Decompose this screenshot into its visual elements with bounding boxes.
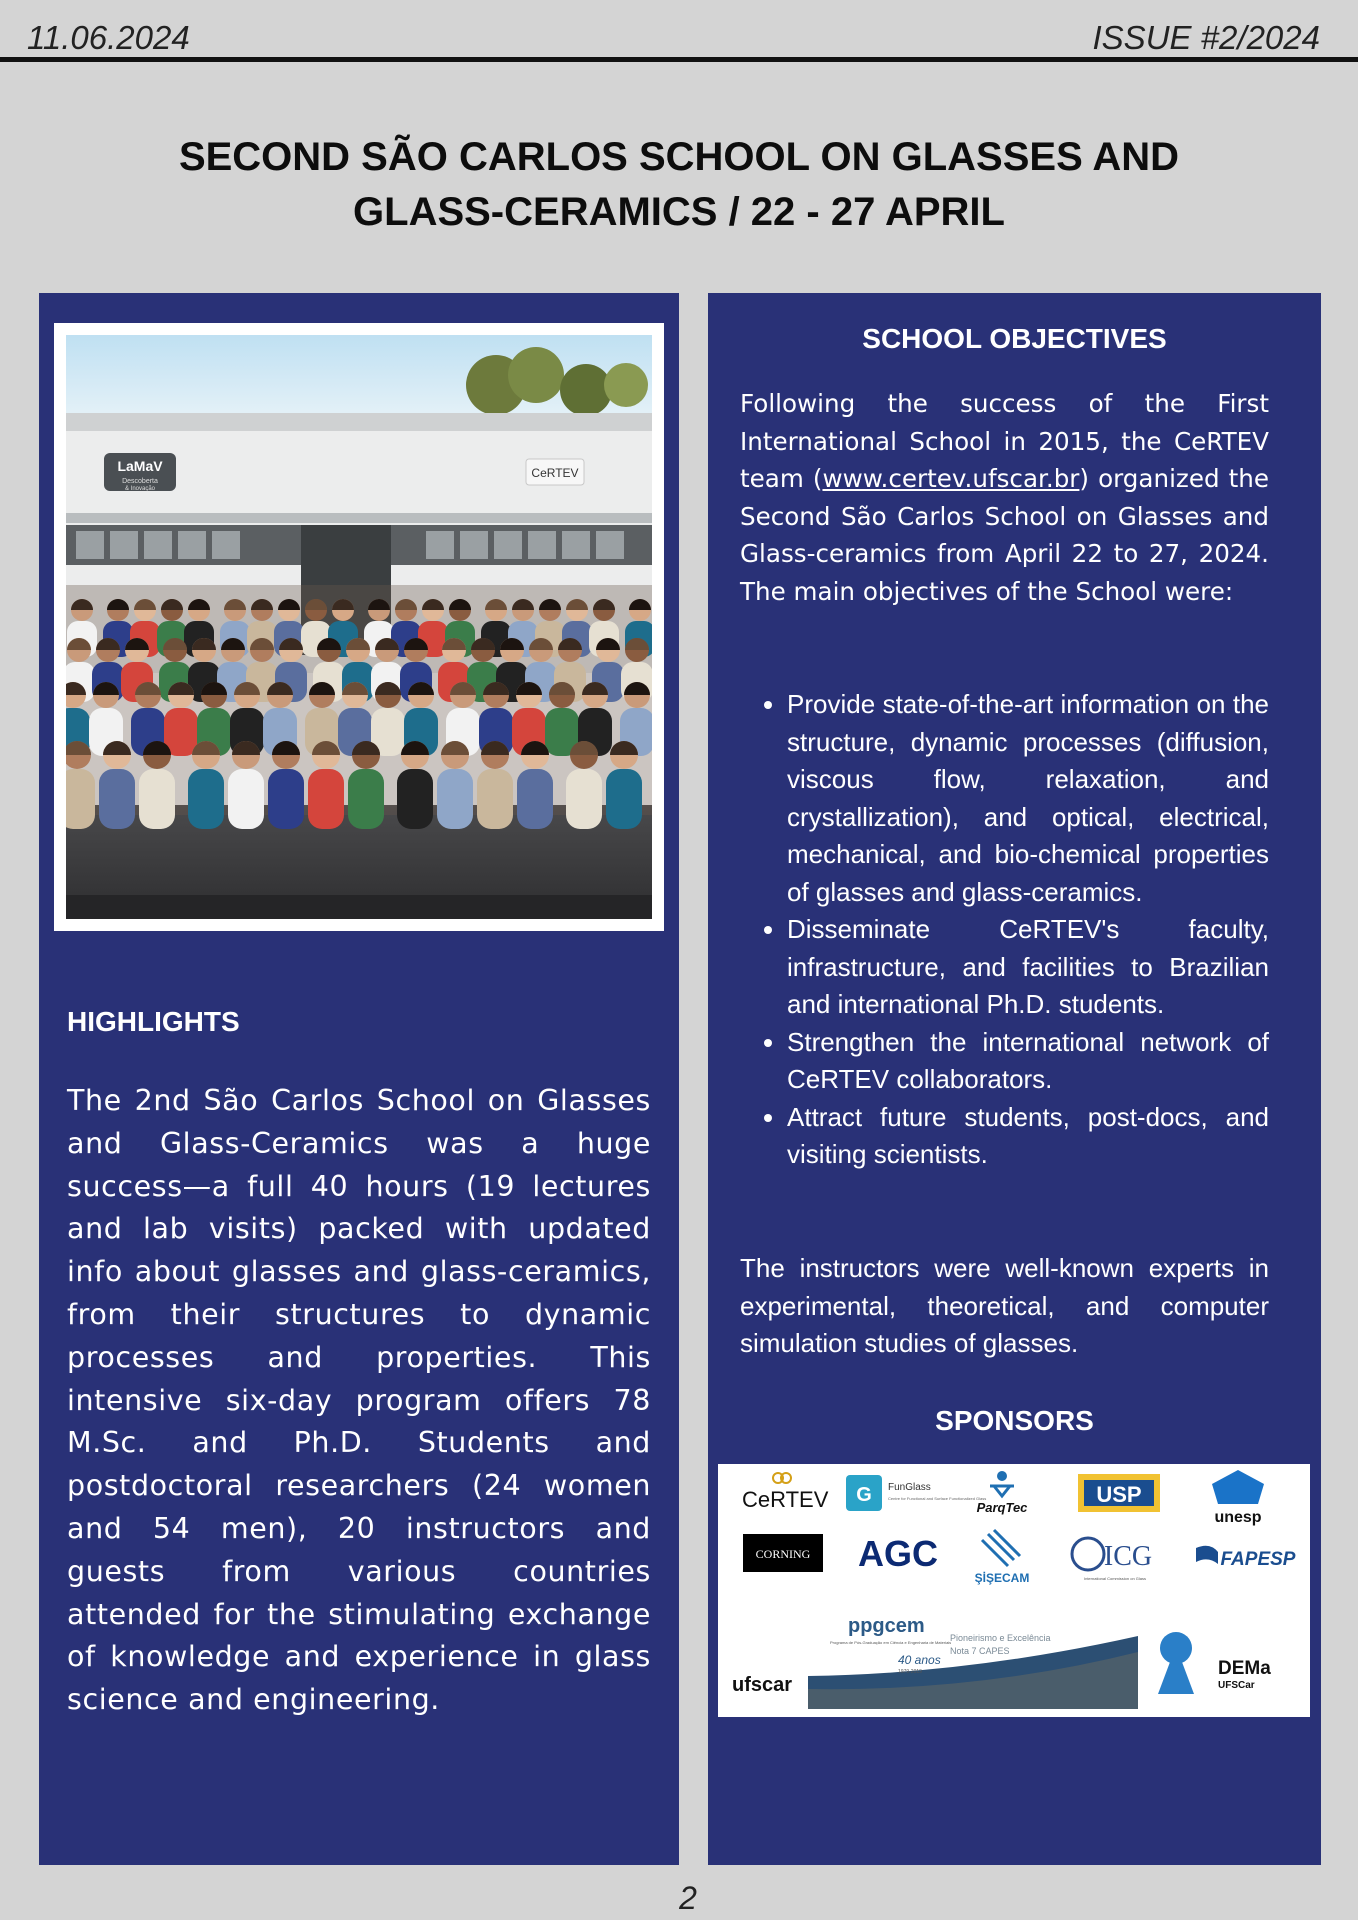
page-number: 2 bbox=[679, 1880, 697, 1916]
certev-logo bbox=[742, 1473, 829, 1512]
corning-logo bbox=[743, 1534, 823, 1572]
svg-text:G: G bbox=[856, 1484, 872, 1506]
ufscar-logo bbox=[732, 1674, 792, 1696]
parqtec-logo bbox=[977, 1471, 1029, 1515]
instructors-paragraph: The instructors were well-known experts in experimental, theoretical, and computer simulation studies of glasses. bbox=[740, 1253, 1269, 1358]
svg-text:ppgcem: ppgcem bbox=[848, 1615, 925, 1637]
person-body bbox=[268, 769, 304, 829]
svg-text:& Inovação: & Inovação bbox=[124, 486, 156, 492]
sponsors-logo-strip bbox=[718, 1464, 1310, 1717]
funglass-logo bbox=[846, 1475, 986, 1511]
issue-number: ISSUE #2/2024 bbox=[1092, 19, 1320, 56]
sponsors-heading: SPONSORS bbox=[935, 1405, 1094, 1436]
person-body bbox=[606, 769, 642, 829]
objectives-list bbox=[740, 686, 1269, 1174]
svg-text:FunGlass: FunGlass bbox=[888, 1482, 931, 1493]
person-body bbox=[228, 769, 264, 829]
svg-text:40 anos: 40 anos bbox=[898, 1653, 941, 1667]
dema-logo bbox=[1158, 1632, 1271, 1694]
header-rule bbox=[0, 57, 1358, 62]
objectives-intro: Following the success of the First International School in 2015, the CeRTEV team (www.certev.ufscar.br) organized the Second São Carlos School on Glasses and Glass-ceramics from April 22 to 27, 2024. The main objectives of the School were: bbox=[740, 389, 1269, 606]
svg-text:ŞİŞECAM: ŞİŞECAM bbox=[974, 1571, 1030, 1585]
certev-sign: CeRTEV bbox=[531, 466, 579, 480]
svg-text:Programa de Pós-Graduação em C: Programa de Pós-Graduação em Ciência e Engenharia de Materiais bbox=[830, 1640, 952, 1645]
person-body bbox=[477, 769, 513, 829]
objective-item: • Strengthen the international network of CeRTEV collaborators. bbox=[787, 1024, 1269, 1099]
svg-text:International Commission on Gl: International Commission on Glass bbox=[1083, 1576, 1147, 1581]
person-body bbox=[348, 769, 384, 829]
usp-logo bbox=[1078, 1474, 1160, 1512]
person-body bbox=[308, 769, 344, 829]
page-title bbox=[100, 130, 1258, 240]
highlights-panel bbox=[39, 293, 679, 1865]
svg-text:UFSCar: UFSCar bbox=[1218, 1680, 1255, 1691]
svg-text:Descoberta: Descoberta bbox=[122, 478, 158, 485]
agc-logo bbox=[858, 1533, 938, 1574]
unesp-logo bbox=[1212, 1470, 1264, 1526]
objective-item: • Attract future students, post-docs, and visiting scientists. bbox=[787, 1099, 1269, 1174]
icg-logo bbox=[1072, 1538, 1152, 1581]
issue-date: 11.06.2024 bbox=[27, 19, 190, 56]
highlights-heading: HIGHLIGHTS bbox=[67, 1006, 240, 1037]
highlights-body: The 2nd São Carlos School on Glasses and Glass-Ceramics was a huge success—a full 40 hours (19 lectures and lab visits) packed with updated info about glasses and glass-ceramics, from their structures to dynamic processes and properties. This intensive six-day program offers 78 M.Sc. and Ph.D. Students and postdoctoral researchers (24 women and 54 men), 20 instructors and guests from various countries attended for the stimulating exchange of knowledge and experience in glass science and engineering. bbox=[67, 1084, 651, 1717]
title-line-1: SECOND SÃO CARLOS SCHOOL ON GLASSES AND bbox=[178, 135, 1180, 179]
sisecam-logo bbox=[975, 1530, 1030, 1585]
fapesp-logo bbox=[1196, 1546, 1296, 1570]
svg-text:ParqTec: ParqTec bbox=[976, 1500, 1028, 1515]
person-body bbox=[66, 769, 95, 829]
objective-item: • Provide state-of-the-art information on the structure, dynamic processes (diffusion, viscous flow, relaxation, and crystallization), and optical, electrical, mechanical, and bio-chemical properties of glasses and glass-ceramics. bbox=[787, 686, 1269, 911]
svg-text:1979-2019: 1979-2019 bbox=[898, 1669, 922, 1675]
svg-text:CeRTEV: CeRTEV bbox=[742, 1487, 829, 1512]
svg-text:CORNING: CORNING bbox=[755, 1547, 811, 1561]
svg-text:FAPESP: FAPESP bbox=[1220, 1549, 1296, 1570]
svg-text:AGC: AGC bbox=[858, 1533, 938, 1574]
person-body bbox=[517, 769, 553, 829]
person-body bbox=[139, 769, 175, 829]
svg-text:unesp: unesp bbox=[1214, 1509, 1262, 1526]
person-body bbox=[99, 769, 135, 829]
ppgcem-banner bbox=[808, 1615, 1138, 1709]
svg-text:Nota 7 CAPES: Nota 7 CAPES bbox=[950, 1646, 1010, 1656]
person-body bbox=[437, 769, 473, 829]
group-photo-frame bbox=[54, 323, 664, 931]
svg-text:ICG: ICG bbox=[1103, 1541, 1153, 1572]
objective-item: • Disseminate CeRTEV's faculty, infrastructure, and facilities to Brazilian and international Ph.D. students. bbox=[787, 911, 1269, 1024]
svg-text:USP: USP bbox=[1096, 1482, 1142, 1507]
svg-text:Centre for Functional and Surf: Centre for Functional and Surface Functionalized Glass bbox=[888, 1496, 987, 1501]
lamav-sign: LaMaV bbox=[117, 458, 163, 474]
group-photo bbox=[66, 335, 652, 919]
svg-text:DEMa: DEMa bbox=[1218, 1658, 1271, 1679]
objectives-panel bbox=[708, 293, 1321, 1865]
title-line-2: GLASS-CERAMICS / 22 - 27 APRIL bbox=[353, 190, 1005, 234]
person-body bbox=[397, 769, 433, 829]
svg-text:Pioneirismo e Excelência: Pioneirismo e Excelência bbox=[950, 1633, 1051, 1643]
svg-text:ufscar: ufscar bbox=[731, 1674, 793, 1696]
person-body bbox=[188, 769, 224, 829]
objectives-heading: SCHOOL OBJECTIVES bbox=[862, 323, 1167, 354]
person-body bbox=[566, 769, 602, 829]
page-header bbox=[0, 0, 1358, 62]
certev-link[interactable]: www.certev.ufscar.br bbox=[822, 464, 1080, 493]
